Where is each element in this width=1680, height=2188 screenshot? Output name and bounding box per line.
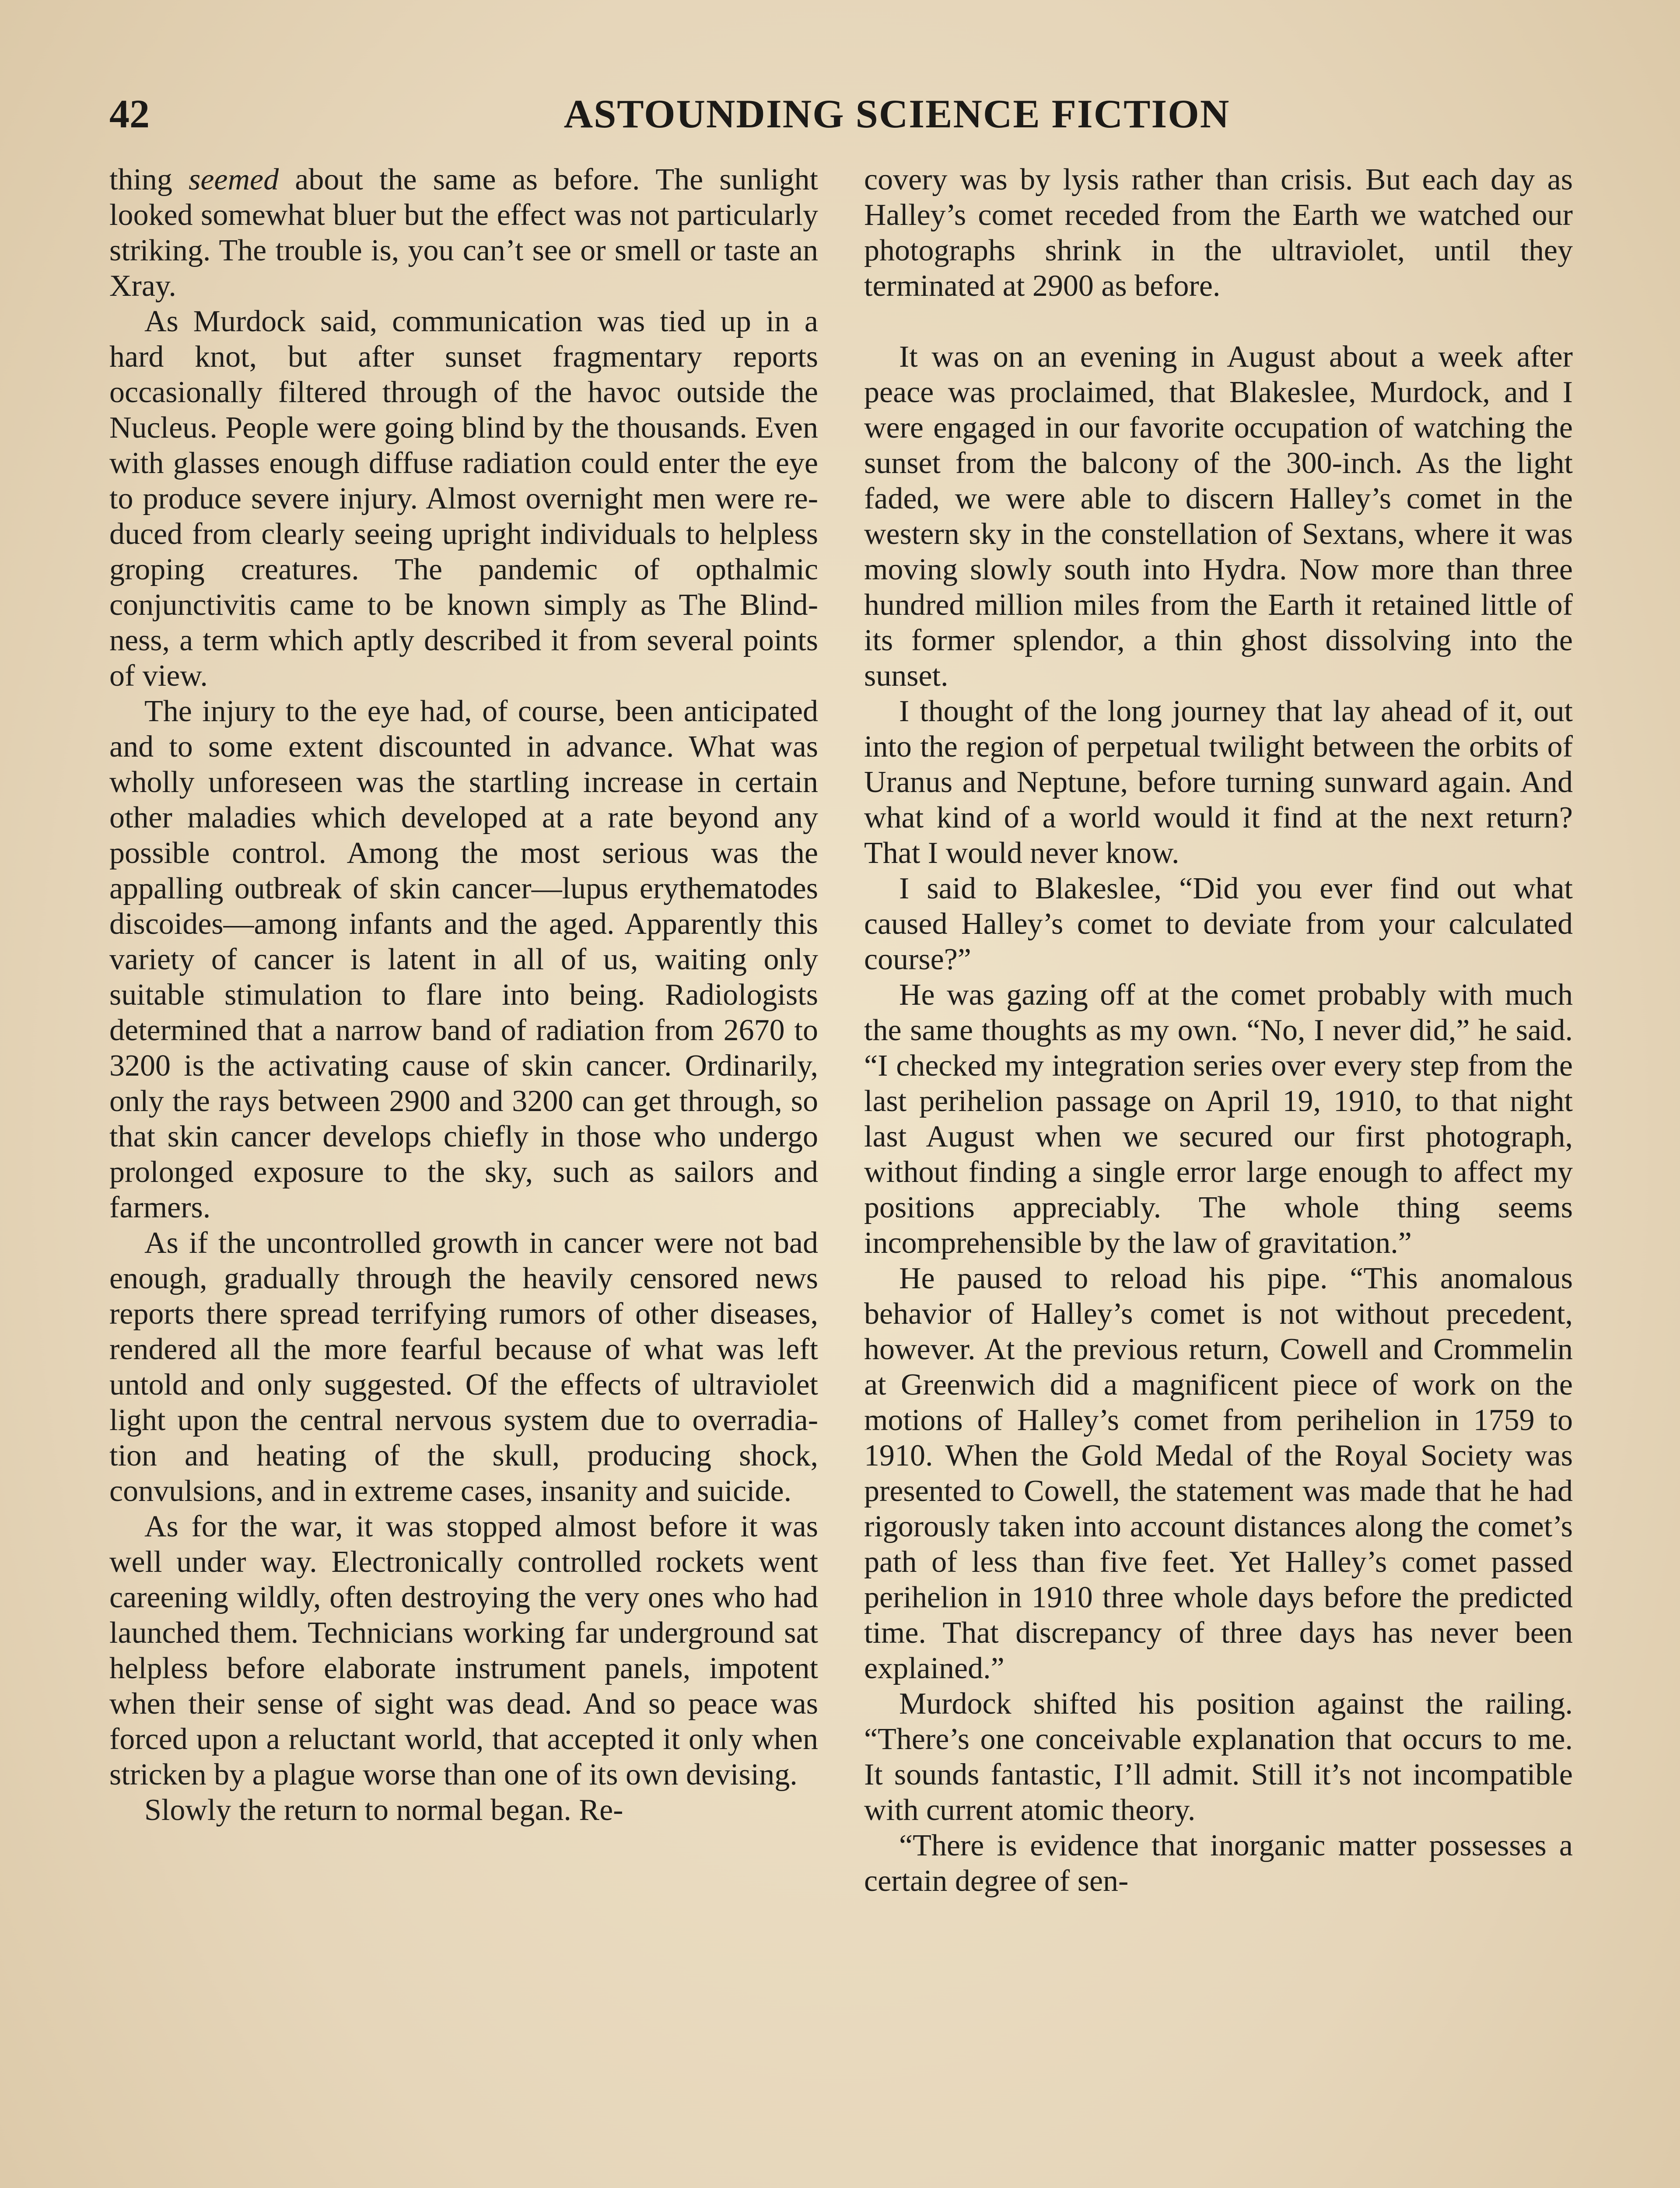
page-number: 42 <box>109 91 150 136</box>
paragraph: “There is evidence that inorganic matter possesses a certain degree of sen- <box>864 1829 1573 1898</box>
paragraph: It was on an evening in August about a week after peace was proclaimed, that Blakeslee, Murdock, and I were engaged in our favorite occupation of watching the sunset from the balcony of the 300-inch. As the light faded, we were able to discern Halley’s comet in the western sky in the constellation of Sextans, where it was moving slowly south into Hydra. Now more than three hundred million miles from the Earth it retained little of its former splendor, a thin ghost dissolving into the sunset. <box>864 340 1573 693</box>
paragraph: He paused to reload his pipe. “This anomalous behavior of Halley’s comet is not without precedent, however. At the previous return, Cowell and Crommelin at Greenwich did a magnificent piece of work on the motions of Halley’s comet from perihelion in 1759 to 1910. When the Gold Medal of the Royal Society was presented to Cowell, the statement was made that he had rigorously taken into account distances along the comet’s path of less than five feet. Yet Halley’s comet passed perihelion in 1910 three whole days before the predicted time. That discrepancy of three days has never been explained.” <box>864 1262 1573 1685</box>
emphasis-text: seemed <box>189 163 279 196</box>
paragraph: He was gazing off at the comet probably with much the same thoughts as my own. “No, I never did,” he said. “I checked my integration series over every step from the last perihelion passage on April 19, 1910, to that night last August when we secured our first photograph, without finding a single error large enough to affect my positions appreciably. The whole thing seems incomprehensible by the law of gravitation.” <box>864 978 1573 1260</box>
right-column <box>864 162 1573 1899</box>
page-header <box>109 88 1571 140</box>
left-column <box>109 162 818 1828</box>
paragraph: The injury to the eye had, of course, been anticipated and to some extent discounted in advance. What was wholly unforeseen was the startling increase in certain other maladies which developed at a rate beyond any possible control. Among the most serious was the appalling outbreak of skin cancer—lupus erythematodes discoides—among infants and the aged. Apparently this variety of cancer is latent in all of us, waiting only suitable stimulation to flare into being. Radiologists determined that a narrow band of radiation from 2670 to 3200 is the activating cause of skin cancer. Ordinarily, only the rays between 2900 and 3200 can get through, so that skin cancer develops chiefly in those who undergo prolonged exposure to the sky, such as sailors and farmers. <box>109 694 818 1224</box>
running-head: ASTOUNDING SCIENCE FICTION <box>564 91 1230 136</box>
paragraph: covery was by lysis rather than crisis. But each day as Halley’s comet receded from the Earth we watched our photographs shrink in the ultraviolet, until they terminated at 2900 as before. <box>864 163 1573 303</box>
paragraph: As for the war, it was stopped almost before it was well under way. Electronically controlled rockets went careening wildly, often destroying the very ones who had launched them. Technicians working far underground sat helpless before elaborate instrument panels, impotent when their sense of sight was dead. And so peace was forced upon a reluctant world, that accepted it only when stricken by a plague worse than one of its own devising. <box>109 1510 818 1792</box>
paragraph: I said to Blakeslee, “Did you ever find out what caused Halley’s comet to deviate from your calculated course?” <box>864 872 1573 976</box>
paragraph: As if the uncontrolled growth in cancer were not bad enough, gradually through the heavily censored news reports there spread terrifying rumors of other diseases, rendered all the more fearful because of what was left untold and only suggested. Of the effects of ultraviolet light upon the central nervous system due to overradiation and heating of the skull, producing shock, convulsions, and in extreme cases, insanity and suicide. <box>109 1226 818 1508</box>
paragraph: As Murdock said, communication was tied up in a hard knot, but after sunset fragmentary reports occasionally filtered through of the havoc outside the Nucleus. People were going blind by the thousands. Even with glasses enough diffuse radiation could enter the eye to produce severe injury. Almost overnight men were reduced from clearly seeing upright individuals to helpless groping creatures. The pandemic of opthalmic conjunctivitis came to be known simply as The Blindness, a term which aptly described it from several points of view. <box>109 305 818 693</box>
paragraph-text: about the same as before. The sunlight looked somewhat bluer but the effect was not particularly striking. The trouble is, you can’t see or smell or taste an Xray. <box>109 163 818 303</box>
paragraph: I thought of the long journey that lay ahead of it, out into the region of perpetual twilight between the orbits of Uranus and Neptune, before turning sunward again. And what kind of a world would it find at the next return? That I would never know. <box>864 694 1573 870</box>
paragraph: Slowly the return to normal began. Re- <box>144 1793 623 1827</box>
paragraph: Murdock shifted his position against the railing. “There’s one conceivable explanation that occurs to me. It sounds fantastic, I’ll admit. Still it’s not incompatible with current atomic theory. <box>864 1687 1573 1827</box>
paragraph-text: thing <box>109 163 172 196</box>
paragraph <box>109 162 818 304</box>
